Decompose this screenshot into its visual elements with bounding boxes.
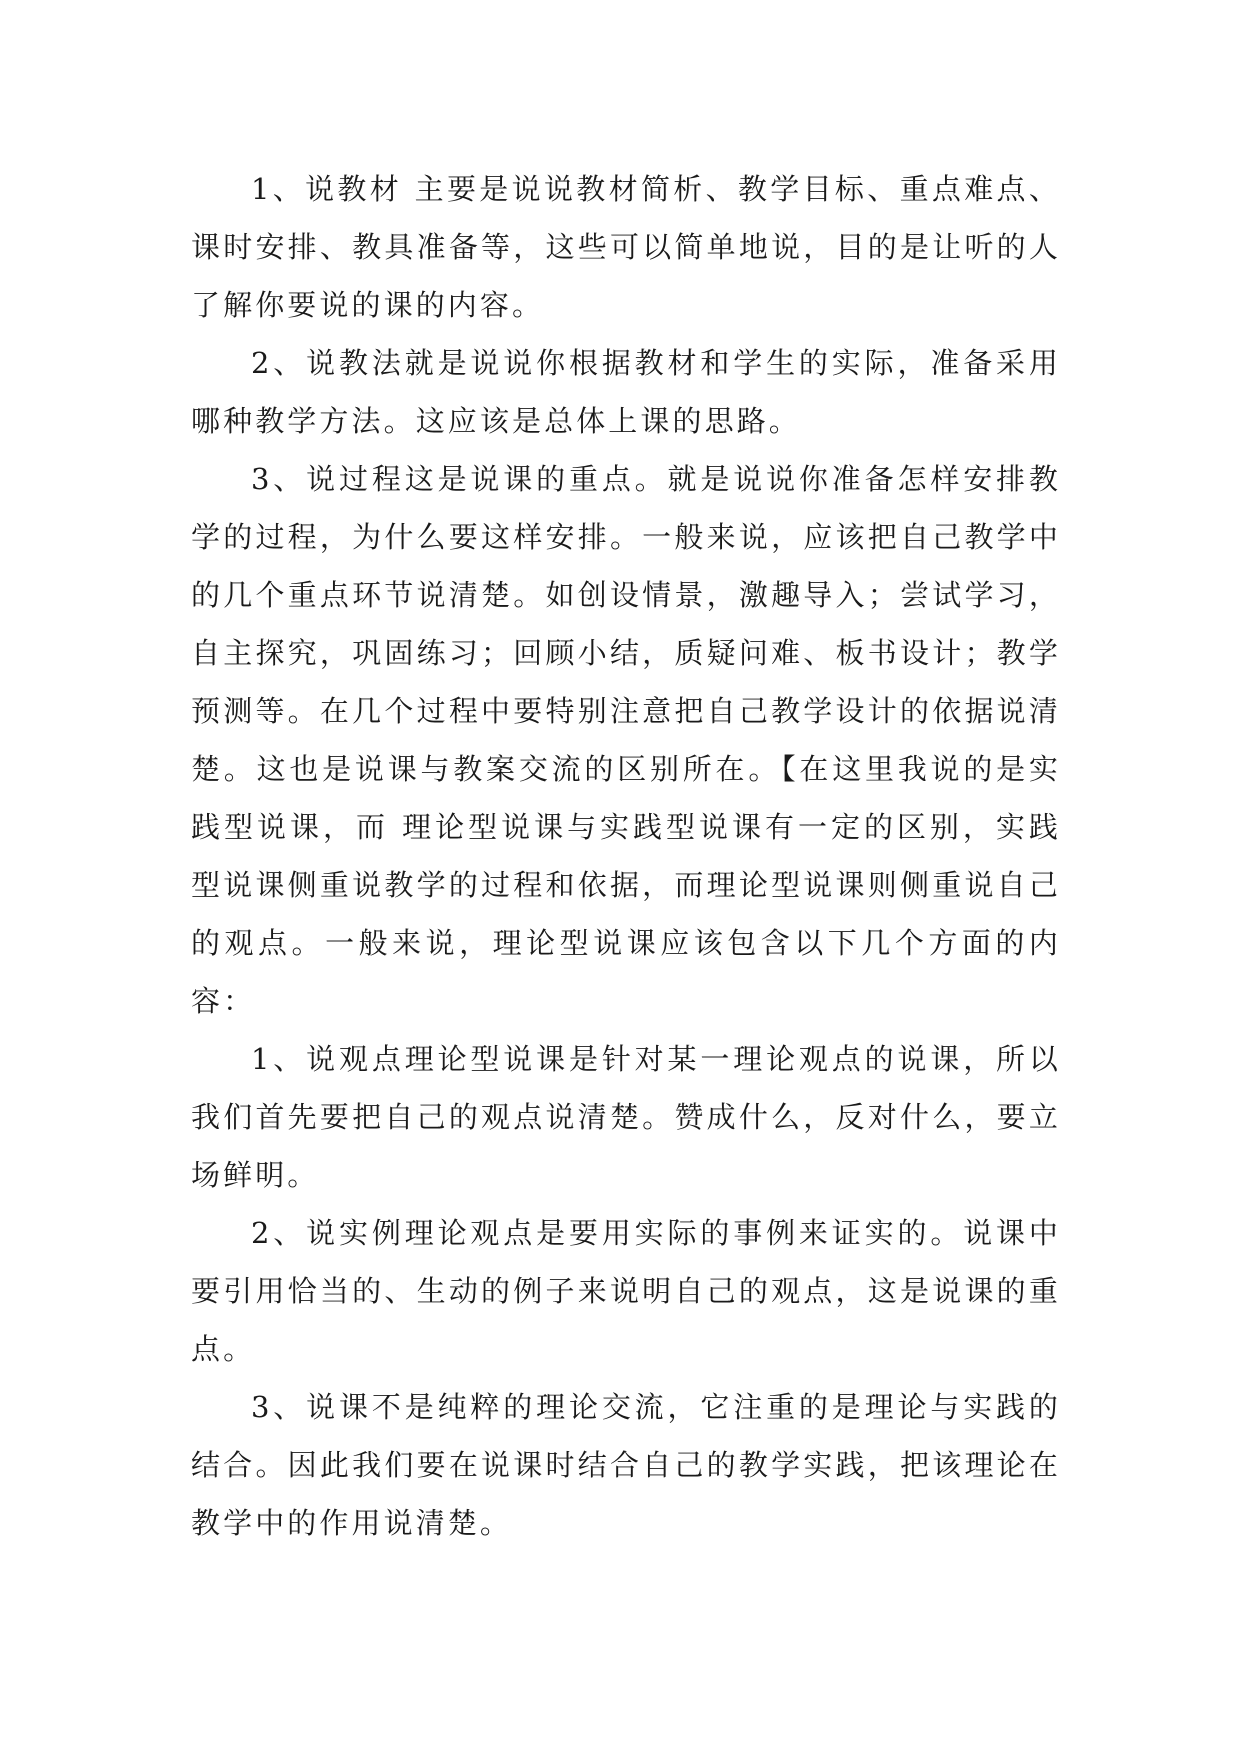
paragraph-3: 3、说过程这是说课的重点。就是说说你准备怎样安排教学的过程，为什么要这样安排。一般来说，应该把自己教学中的几个重点环节说清楚。如创设情景，激趣导入；尝试学习，自主探究，巩固练习；回顾小结，质疑问难、板书设计；教学预测等。在几个过程中要特别注意把自己教学设计的依据说清楚。这也是说课与教案交流的区别所在。【在这里我说的是实践型说课，而 理论型说课与实践型说课有一定的区别，实践型说课侧重说教学的过程和依据，而理论型说课则侧重说自己的观点。一般来说，理论型说课应该包含以下几个方面的内容：: [191, 462, 1061, 1018]
paragraph-6: 3、说课不是纯粹的理论交流，它注重的是理论与实践的结合。因此我们要在说课时结合自己的教学实践，把该理论在教学中的作用说清楚。: [191, 1390, 1061, 1540]
document-body: [191, 160, 1061, 1552]
paragraph-1: 1、说教材 主要是说说教材简析、教学目标、重点难点、课时安排、教具准备等，这些可以简单地说，目的是让听的人了解你要说的课的内容。: [191, 172, 1061, 322]
paragraph-4: 1、说观点理论型说课是针对某一理论观点的说课，所以我们首先要把自己的观点说清楚。赞成什么，反对什么，要立场鲜明。: [191, 1042, 1061, 1192]
paragraph-2: 2、说教法就是说说你根据教材和学生的实际，准备采用哪种教学方法。这应该是总体上课的思路。: [191, 346, 1061, 438]
paragraph-5: 2、说实例理论观点是要用实际的事例来证实的。说课中要引用恰当的、生动的例子来说明自己的观点，这是说课的重点。: [191, 1216, 1061, 1366]
